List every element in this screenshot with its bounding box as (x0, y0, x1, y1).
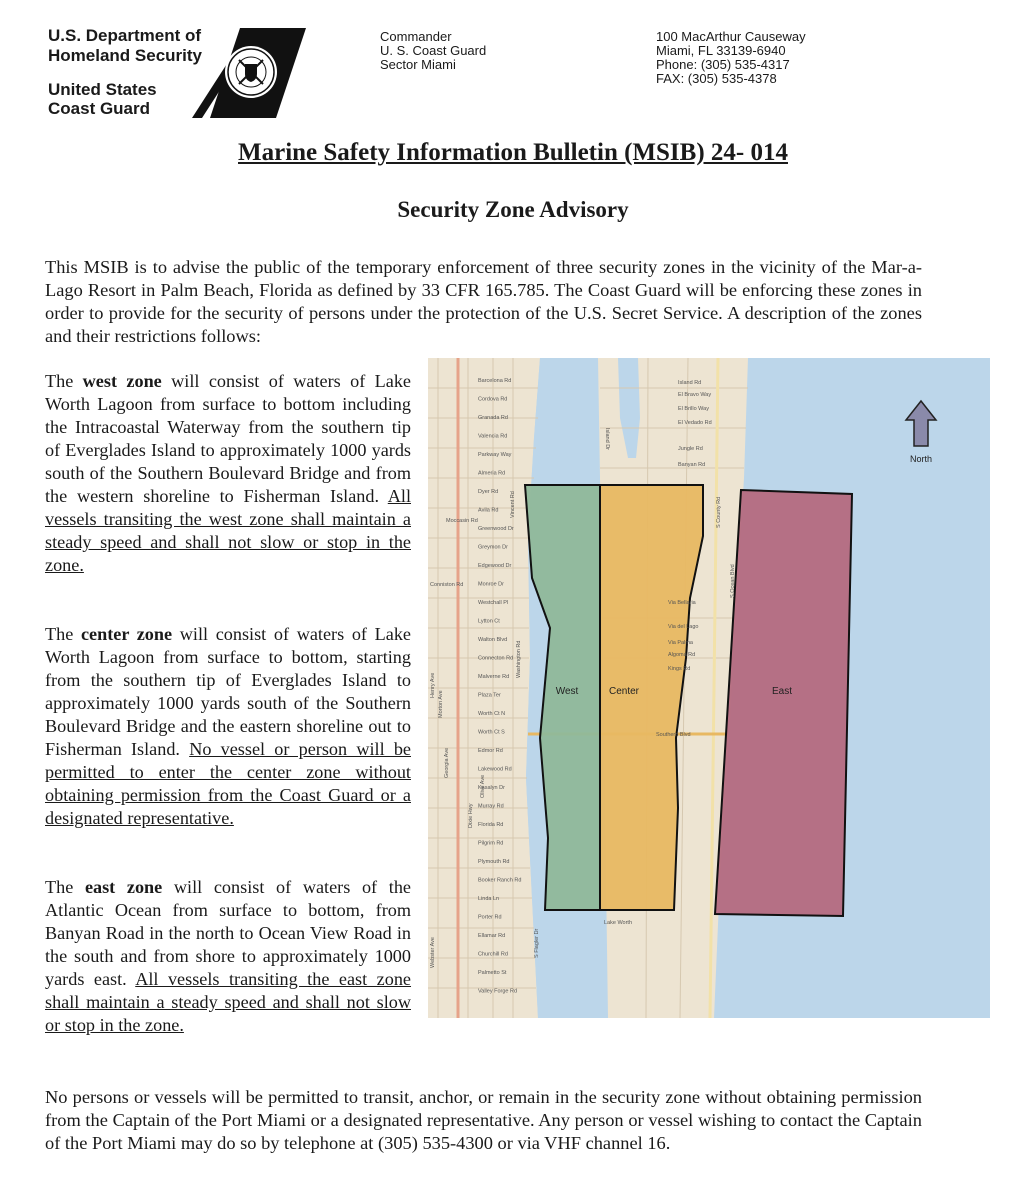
street-label: Lake Worth (604, 920, 633, 926)
intro-paragraph: This MSIB is to advise the public of the temporary enforcement of three security zones in the vicinity of the Mar-a-Lago Resort in Palm Beach, Florida as defined by 33 CFR 165.785. The Coast Guard will be enforcing these zones in order to provide for the security of persons under the protection of the U.S. Secret Service. A description of the zones and their restrictions follows: (45, 257, 922, 346)
west-zone-paragraph: The west zone will consist of waters of Lake Worth Lagoon from surface to bottom including the Intracoastal Waterway from the southern tip of Everglades Island to approximately 1000 yards south of the Southern Boulevard Bridge and from the western shoreline to Fisherman Island. All vessels transiting the west zone shall maintain a steady speed and shall not slow or stop in the zone. (45, 371, 412, 575)
bulletin-title: Marine Safety Information Bulletin (MSIB) 24- 014 (238, 139, 788, 166)
street-label: Plaza Ter (478, 692, 501, 699)
east-zone-term: east zone (84, 877, 163, 897)
closing-paragraph: No persons or vessels will be permitted to transit, anchor, or remain in the security zone without obtaining permission from the Captain of the Port Miami or a designated representative. Any person or vessel wishing to contact the Captain of the Port Miami may do so by telephone at (305) 535-4300 or via VHF channel 16. (45, 1087, 922, 1153)
street-label: Pilgrim Rd (478, 840, 504, 847)
agency-line: United States (48, 80, 157, 99)
street-label: Conniston Rd (430, 582, 464, 588)
west-zone-label: West (555, 686, 579, 697)
street-label: Westchall Pl (478, 600, 509, 606)
street-label: Avila Rd (478, 507, 499, 514)
street-label: Walton Blvd (478, 637, 508, 643)
street-label: Parkway Way (478, 452, 512, 458)
street-label: Jungle Rd (678, 446, 703, 452)
street-label: El Bravo Way (678, 392, 712, 398)
west-zone-restriction: All vessels transiting the west zone shall maintain a steady speed and shall not slow or stop in the zone. (45, 486, 411, 575)
department-line: U.S. Department of (48, 26, 202, 45)
street-label: Monroe Dr (478, 581, 504, 588)
phone-line: Phone: (305) 535-4317 (656, 57, 790, 72)
address-block (656, 30, 806, 86)
street-label: Ellamar Rd (478, 933, 506, 939)
address-line: 100 MacArthur Causeway (656, 29, 806, 44)
north-label: North (909, 454, 933, 464)
street-label: Murray Rd (478, 803, 504, 810)
street-label: Edmor Rd (478, 748, 503, 754)
street-label: Morton Ave (438, 690, 444, 718)
center-zone-restriction: No vessel or person will be permitted to enter the center zone without obtaining permission from the Coast Guard or a designated representative. (45, 739, 411, 828)
agency-line: Coast Guard (48, 99, 151, 118)
sender-line: Commander (380, 29, 452, 44)
east-zone-restriction: All vessels transiting the east zone shall maintain a steady speed and shall not slow or stop in the zone. (45, 969, 412, 1035)
street-label: Valencia Rd (478, 433, 508, 440)
street-label: Worth Ct N (478, 711, 506, 717)
street-label: Edgewood Dr (478, 563, 512, 569)
street-label: Washington Rd (516, 640, 522, 678)
street-label: El Vedado Rd (678, 420, 712, 426)
street-label: Greymon Dr (478, 544, 508, 551)
street-label: Moccasin Rd (446, 518, 478, 524)
street-label: Banyan Rd (678, 462, 706, 468)
agency-name (48, 80, 157, 118)
street-label: S County Rd (716, 496, 722, 528)
street-label: Barcelona Rd (478, 378, 512, 384)
department-line: Homeland Security (48, 46, 202, 65)
address-line: Miami, FL 33139-6940 (656, 43, 786, 58)
bulletin-subtitle: Security Zone Advisory (397, 197, 629, 222)
center-zone-term: center zone (80, 624, 173, 644)
street-label: Dyer Rd (478, 489, 499, 495)
street-label: Malverne Rd (478, 674, 510, 680)
street-label: Almeria Rd (478, 470, 506, 477)
east-zone-paragraph: The east zone will consist of waters of the Atlantic Ocean from surface to bottom, from Banyan Road in the north to Ocean View Road in the south and from shore to approximately 1000 yards east. All vessels transiting the east zone shall maintain a steady speed and shall not slow or stop in the zone. (45, 877, 412, 1035)
street-label: Southern Blvd (656, 732, 691, 738)
street-label: Booker Ranch Rd (478, 877, 522, 884)
street-label: Lakewood Rd (478, 766, 512, 773)
coast-guard-seal-icon (190, 26, 308, 120)
street-label: Porter Rd (478, 914, 502, 921)
street-label: Via Bellaria (668, 600, 696, 606)
east-zone-label: East (771, 686, 793, 697)
street-label: Algoma Rd (668, 652, 696, 658)
street-label: Via Palma (668, 640, 693, 646)
street-label: Via del Lago (668, 624, 699, 630)
street-label: Connecton Rd (478, 655, 514, 662)
street-label: Island Rd (678, 380, 702, 386)
street-label: Island Dr (604, 428, 610, 451)
street-label: Dixie Hwy (468, 803, 474, 828)
street-label: Webster Ave (430, 937, 436, 968)
street-label: Florida Rd (478, 822, 504, 828)
street-label: Linda Ln (478, 896, 500, 902)
street-label: Cordova Rd (478, 396, 508, 403)
street-label: Georgia Ave (444, 747, 450, 778)
fax-line: FAX: (305) 535-4378 (656, 71, 777, 86)
street-label: Greenwood Dr (478, 526, 514, 532)
security-zone-map (428, 358, 990, 1018)
street-label: Plymouth Rd (478, 859, 510, 865)
street-label: S Flagler Dr (534, 928, 540, 958)
street-label: Olive Ave (480, 774, 486, 798)
street-label: S Ocean Blvd (730, 564, 736, 598)
street-label: Henry Ave (430, 672, 436, 698)
street-label: Vincent Rd (510, 491, 516, 518)
street-label: Valley Forge Rd (478, 988, 518, 995)
street-label: Granada Rd (478, 415, 508, 421)
center-zone-label: Center (608, 686, 640, 697)
center-zone-paragraph: The center zone will consist of waters of Lake Worth Lagoon from surface to bottom, starting from the southern tip of Everglades Island to approximately 1000 yards south of the Southern Boulevard Bridge and the eastern shoreline out to Fisherman Island. No vessel or person will be permitted to enter the center zone without obtaining permission from the Coast Guard or a designated representative. (45, 624, 411, 828)
street-label: Worth Ct S (478, 729, 505, 736)
street-label: Lytton Ct (478, 618, 500, 625)
west-zone-term: west zone (82, 371, 162, 391)
sender-line: U. S. Coast Guard (380, 43, 487, 58)
sender-line: Sector Miami (380, 57, 456, 72)
street-label: Palmetto St (478, 970, 507, 976)
street-label: Kings Rd (668, 666, 691, 672)
street-label: Churchill Rd (478, 951, 508, 958)
street-label: El Brillo Way (678, 406, 709, 412)
street-label: Kasalyn Dr (478, 785, 505, 791)
department-name (48, 26, 202, 66)
sender-block (380, 30, 486, 72)
